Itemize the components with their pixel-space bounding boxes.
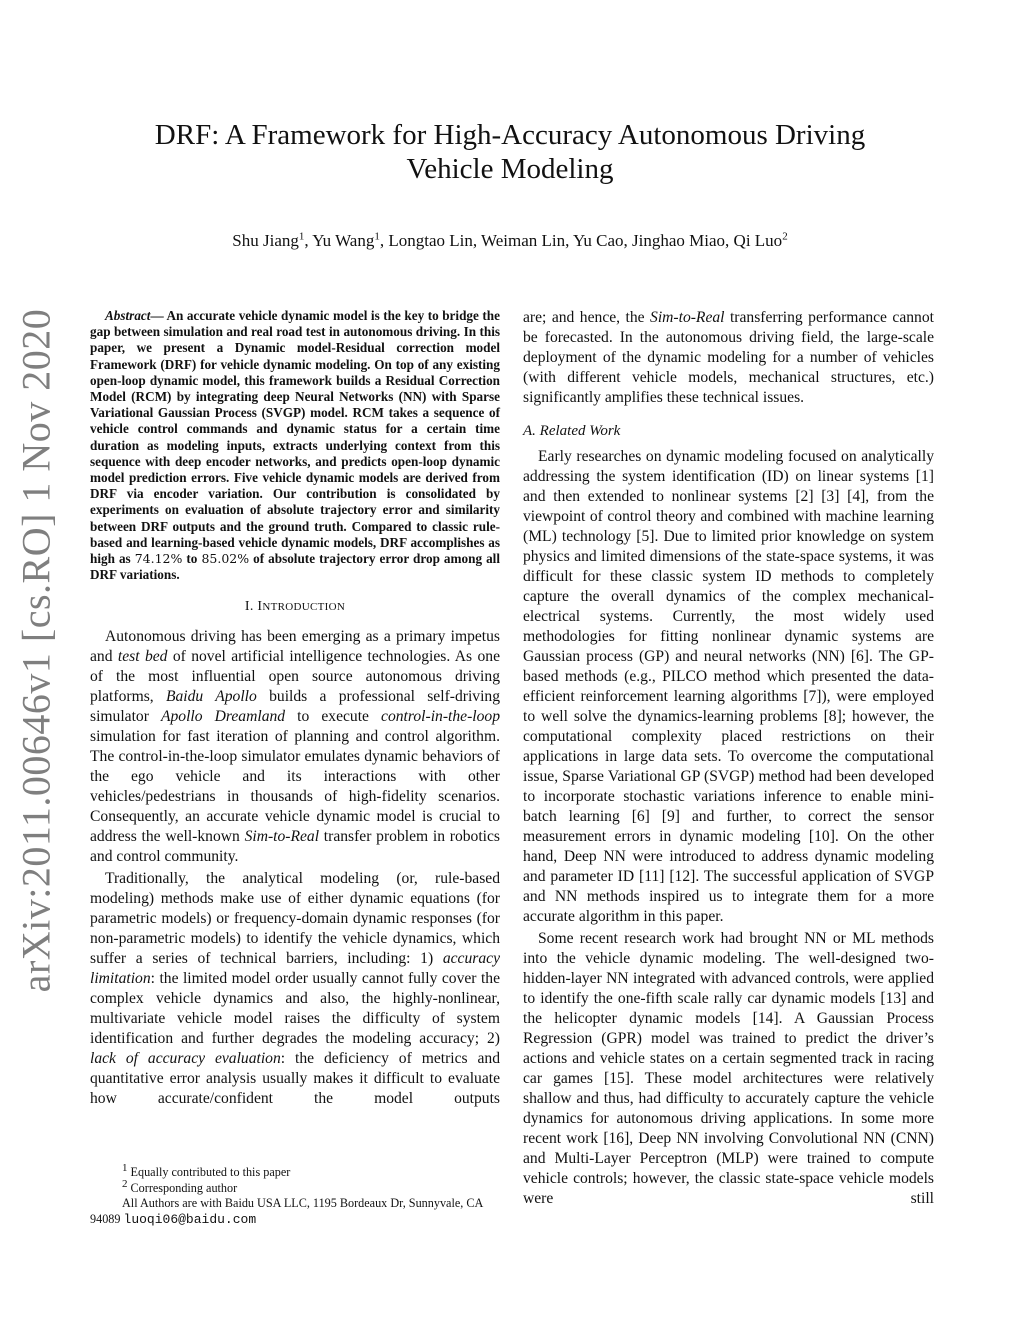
section-title-rest: NTRODUCTION: [262, 601, 346, 614]
paper-title: DRF: A Framework for High-Accuracy Autonomous Driving Vehicle Modeling: [154, 119, 866, 185]
abstract: [90, 308, 500, 583]
intro-paragraph-2: [90, 869, 500, 1109]
author-separator: ,: [379, 231, 389, 250]
text-run: transfer problem in robotics and control community.: [90, 828, 500, 866]
text-run: of novel artificial intelligence technologies. As one of the most influential open source autonomous driving platforms,: [90, 648, 501, 706]
footnote-text: All Authors are with Baidu USA LLC, 1195 Bordeaux Dr, Sunnyvale, CA 94089: [90, 1196, 483, 1226]
affiliation-mark: 1: [298, 230, 305, 243]
footnotes: [90, 1161, 500, 1227]
right-column: [523, 308, 934, 1209]
author-separator: ,: [304, 231, 313, 250]
section-title-initial: I: [257, 599, 263, 615]
affiliation-mark: 1: [374, 230, 380, 243]
abstract-dash: —: [150, 308, 167, 323]
author-list: [110, 231, 910, 251]
text-run: : the deficiency of metrics and quantitative error analysis usually makes it difficult to evaluate how accurate/confident the model outputs: [90, 1050, 501, 1108]
emphasis: Apollo Dreamland: [160, 708, 286, 726]
footnote-mark: 2: [122, 1177, 128, 1190]
intro-paragraph-1: [90, 627, 500, 867]
text-run: to execute: [285, 708, 382, 726]
emphasis: Sim-to-Real: [244, 828, 320, 846]
text-run: simulation for fast iteration of planning and control algorithm. The control-in-the-loop simulator emulates dynamic behaviors of the ego vehicle and its interactions with other vehicles/pedestrians in thousands of high-fidelity scenarios. Consequently, an accurate vehicle dynamic model is crucial to address the well-known: [90, 728, 500, 846]
footnote-1: [90, 1161, 500, 1181]
footnote-3: [90, 1196, 500, 1227]
abstract-text: to: [182, 551, 202, 567]
text-run: builds a professional self-driving simulator: [90, 688, 500, 726]
footnote-mark: 1: [122, 1161, 128, 1174]
text-run: are; and hence, the: [523, 309, 651, 326]
related-work-paragraph-1: Early researches on dynamic modeling focused on analytically addressing the system identification (ID) on linear systems [1] and then extended to nonlinear systems [2] [3] [4], from the viewpoint of control theory and combined with machine learning (ML) technology [5]. Due to limited prior knowledge on system physics and limited dimensions of the state-space systems, it was difficult for these classic system ID methods to completely capture the overall dynamics of the complex mechanical-electrical systems. Currently, the most widely used methodologies for fitting nonlinear dynamic systems are Gaussian process (GP) and neural networks (NN) [6]. The GP-based methods (e.g., PILCO method which presented the data-efficient reinforcement learning algorithms [7]), were employed to well solve the dynamics-learning problems [8]; however, the computational complexity placed restrictions on their applications in large data sets. To overcome the computational issue, Sparse Variational GP (SVGP) method had been developed to incorporate stochastic variations inference to enable mini-batch learning [6] [9] and further, to correct the sensor measurement errors in dynamic modeling [10]. On the other hand, Deep NN were introduced to address dynamic modeling and parameter ID [11] [12]. The successful application of SVGP and NN methods inspired us to integrate them for a more accurate algorithm in this paper.: [523, 448, 934, 925]
arxiv-identifier: [6, 308, 66, 992]
emphasis: Baidu Apollo: [165, 688, 257, 706]
related-work-paragraph-2: Some recent research work had brought NN or ML methods into the vehicle dynamic modeling. The well-designed two-hidden-layer NN integrated with advanced controls, were applied to identify the one-fifth scale rally car dynamic models [13] and the helicopter dynamic models [14]. A Gaussian Process Regression (GPR) model was trained to predict the driver’s actions and vehicle states on a certain segmented track in racing car games [15]. These model architectures were relatively shallow and thus, had difficulty to accurately capture the vehicle dynamics for autonomous driving applications. In some more recent work [16], Deep NN involving Convolutional NN (CNN) and Multi-Layer Perceptron (MLP) were trained to compute vehicle controls; however, the classic state-space vehicle models were still: [523, 930, 934, 1207]
section-heading-introduction: [90, 597, 500, 617]
text-run: : the limited model order usually cannot fully cover the complex vehicle dynamics and also, the highly-nonlinear, multivariate vehicle model raises the difficulty of system identification and further degrades the modeling accuracy; 2): [90, 970, 500, 1048]
author-name: Shu Jiang: [232, 231, 299, 250]
footnote-2: [90, 1177, 500, 1197]
emphasis: control-in-the-loop: [381, 708, 500, 726]
abstract-text: An accurate vehicle dynamic model is the key to bridge the gap between simulation and real road test in autonomous driving. In this paper, we present a Dynamic model-Residual correction model Framework (DRF) for vehicle dynamic modeling. On top of any existing open-loop dynamic model, this framework builds a Residual Correction Model (RCM) by integrating deep Neural Networks (NN) with Sparse Variational Gaussian Process (SVGP) model. RCM takes a sequence of vehicle control commands and dynamic status for a certain time duration as modeling inputs, extracts underlying context from this sequence with deep encoder networks, and predicts open-loop dynamic model prediction errors. Five vehicle dynamic models are derived from DRF via encoder variation. Our contribution is consolidated by experiments on evaluation of absolute trajectory error and similarity between DRF outputs and the ground truth. Compared to classic rule-based and learning-based vehicle dynamic models, DRF accomplishes as high as: [90, 308, 500, 567]
emphasis: lack of accuracy evaluation: [90, 1050, 281, 1068]
author-name: Longtao Lin, Weiman Lin, Yu Cao, Jinghao Miao, Qi Luo: [388, 231, 783, 250]
left-column: [90, 308, 500, 1109]
text-run: transferring performance cannot be forecasted. In the autonomous driving field, the large-scale deployment of the dynamic modeling for a number of vehicles (with different vehicle models, mechanical structures, etc.) significantly amplifies these technical issues.: [523, 309, 934, 406]
author-name: Yu Wang: [312, 231, 375, 250]
abstract-text: of absolute trajectory error drop among all DRF variations.: [90, 551, 500, 583]
abstract-number: 85.02%: [201, 551, 250, 567]
emphasis: test bed: [117, 648, 168, 666]
emphasis: Sim-to-Real: [650, 309, 725, 326]
section-number: I.: [244, 599, 258, 615]
emphasis: accuracy limitation: [90, 950, 500, 988]
subsection-heading-related-work: A. Related Work: [523, 423, 621, 439]
right-paragraph-continued: [523, 308, 934, 408]
text-run: Autonomous driving has been emerging as a primary impetus and: [90, 628, 500, 666]
abstract-label: Abstract: [105, 308, 151, 323]
abstract-number: 74.12%: [134, 551, 183, 567]
arxiv-identifier-text: arXiv:2011.00646v1 [cs.RO] 1 Nov 2020: [13, 308, 59, 992]
author-email: luoqi06@baidu.com: [123, 1211, 257, 1227]
affiliation-mark: 2: [782, 230, 788, 243]
footnote-text: Corresponding author: [127, 1180, 238, 1195]
footnote-text: Equally contributed to this paper: [127, 1165, 291, 1179]
text-run: Traditionally, the analytical modeling (or, rule-based modeling) methods make use of either dynamic equations (for parametric models) or frequency-domain dynamic responses (for non-parametric models) to identify the vehicle dynamics, which suffer a series of technical barriers, including: 1): [90, 870, 500, 968]
